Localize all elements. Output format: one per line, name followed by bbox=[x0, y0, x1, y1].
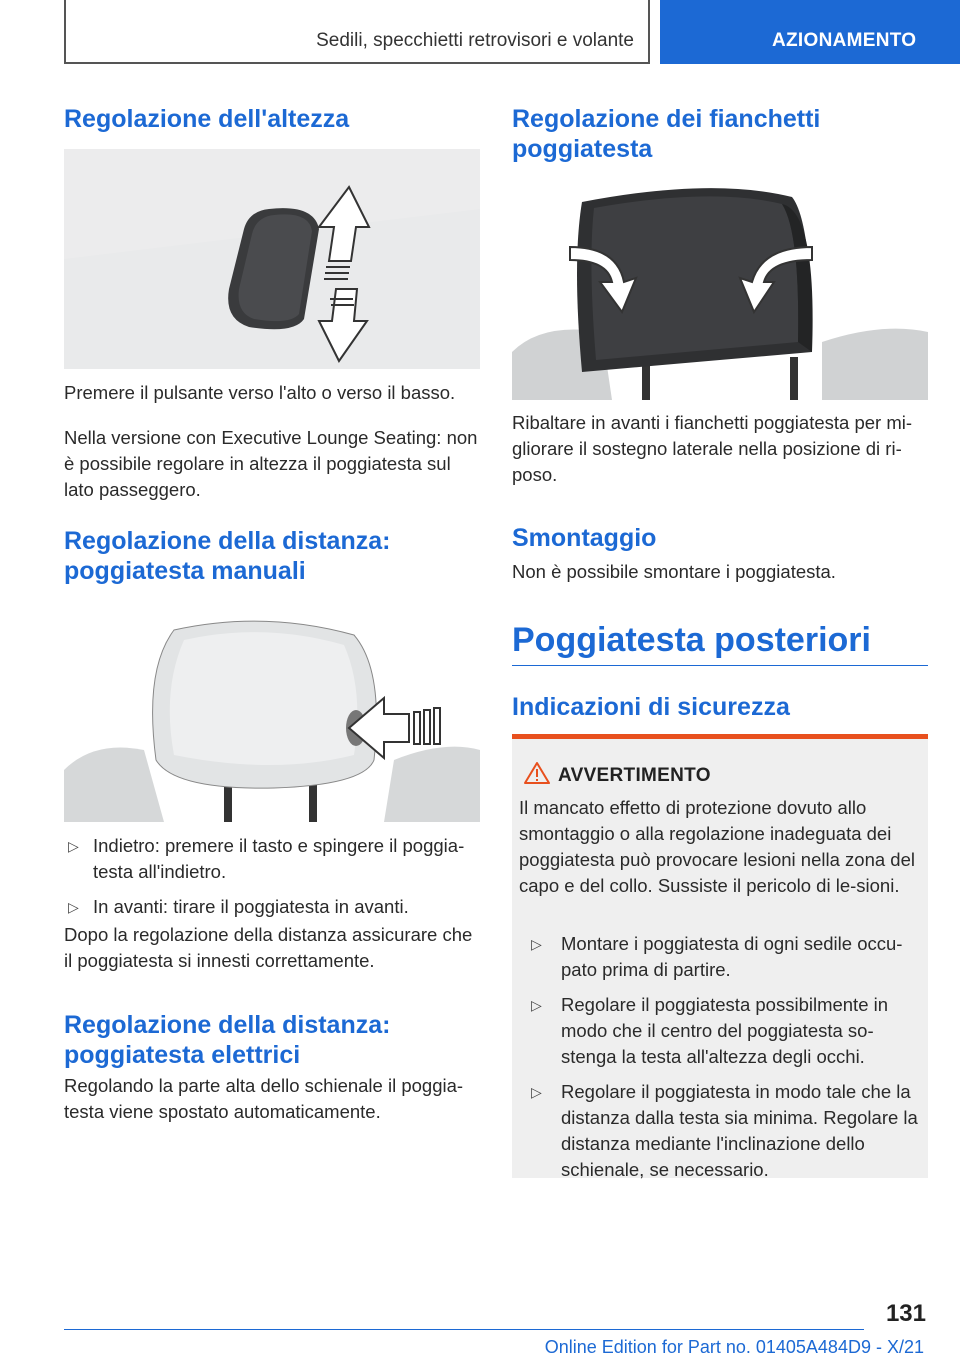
paragraph-smontaggio: Non è possibile smontare i poggiatesta. bbox=[512, 561, 836, 582]
height-button-illustration bbox=[64, 149, 480, 369]
list-item: ▷ Regolare il poggiatesta possibilmente in modo che il centro del poggiatesta so‐stenga la testa all'altezza degli occhi. bbox=[531, 994, 889, 1067]
warning-triangle-icon bbox=[524, 761, 550, 785]
header-chapter-label: AZIONAMENTO bbox=[772, 30, 917, 51]
list-item: ▷ Montare i poggiatesta di ogni sedile occu‐pato prima di partire. bbox=[531, 933, 903, 980]
triangle-right-outline-icon: ▷ bbox=[531, 936, 542, 952]
warning-box bbox=[512, 734, 928, 1178]
footer-rule bbox=[64, 1329, 864, 1330]
heading-smontaggio: Smontaggio bbox=[512, 524, 657, 552]
footer-edition: Online Edition for Part no. 01405A484D9 - X/21 bbox=[544, 1337, 924, 1357]
paragraph-altezza-2: Nella versione con Executive Lounge Seating: non è possibile regolare in altezza il poggiatesta sul lato passeggero. bbox=[64, 427, 478, 500]
header-section-box bbox=[64, 0, 650, 64]
heading-sicurezza: Indicazioni di sicurezza bbox=[512, 693, 790, 721]
triangle-right-outline-icon: ▷ bbox=[68, 899, 79, 915]
list-item: ▷ In avanti: tirare il poggiatesta in avanti. bbox=[64, 894, 480, 920]
bullet-list-manuali bbox=[64, 833, 480, 929]
triangle-right-outline-icon: ▷ bbox=[531, 1084, 542, 1100]
paragraph-fianchetti: Ribaltare in avanti i fianchetti poggiatesta per mi‐gliorare il sostegno laterale nella posizione di ri‐poso. bbox=[512, 412, 913, 485]
paragraph-manuali: Dopo la regolazione della distanza assicurare che il poggiatesta si innesti correttamente. bbox=[64, 924, 473, 971]
section-rule bbox=[512, 665, 928, 666]
heading-poggiatesta-posteriori: Poggiatesta posteriori bbox=[512, 621, 871, 659]
side-wings-illustration bbox=[512, 182, 928, 400]
paragraph-altezza-1: Premere il pulsante verso l'alto o verso il basso. bbox=[64, 382, 456, 403]
figure-manual-headrest bbox=[64, 610, 480, 822]
list-item: ▷ Indietro: premere il tasto e spingere il poggia‐testa all'indietro. bbox=[68, 835, 465, 882]
paragraph-elettrici: Regolando la parte alta dello schienale il poggia‐testa viene spostato automaticamente. bbox=[64, 1075, 464, 1122]
warning-bullet-list bbox=[519, 931, 919, 1192]
heading-distanza-elettrici: Regolazione della distanza: poggiatesta elettrici bbox=[64, 1011, 391, 1069]
heading-altezza: Regolazione dell'altezza bbox=[64, 105, 350, 133]
figure-height-button bbox=[64, 149, 480, 369]
page-number: 131 bbox=[885, 1300, 926, 1327]
header-section-title: Sedili, specchietti retrovisori e volante bbox=[316, 30, 634, 51]
warning-body: Il mancato effetto di protezione dovuto allo smontaggio o alla regolazione inadeguata dei poggiatesta può provocare lesioni nella zona del capo e del collo. Sussiste il pericolo di le‐sioni. bbox=[519, 797, 915, 896]
triangle-right-outline-icon: ▷ bbox=[68, 838, 79, 854]
figure-side-wings bbox=[512, 182, 928, 400]
warning-title: AVVERTIMENTO bbox=[558, 765, 711, 786]
list-item: ▷ Regolare il poggiatesta in modo tale che la distanza dalla testa sia minima. Regolare la distanza mediante l'inclinazione dello schienale, se necessario. bbox=[531, 1081, 918, 1180]
manual-headrest-illustration bbox=[64, 610, 480, 822]
heading-fianchetti: Regolazione dei fianchetti poggiatesta bbox=[512, 105, 821, 163]
header-chapter-tab bbox=[660, 0, 960, 64]
page-header bbox=[0, 0, 960, 64]
heading-distanza-manuali: Regolazione della distanza: poggiatesta manuali bbox=[64, 527, 391, 585]
triangle-right-outline-icon: ▷ bbox=[531, 997, 542, 1013]
